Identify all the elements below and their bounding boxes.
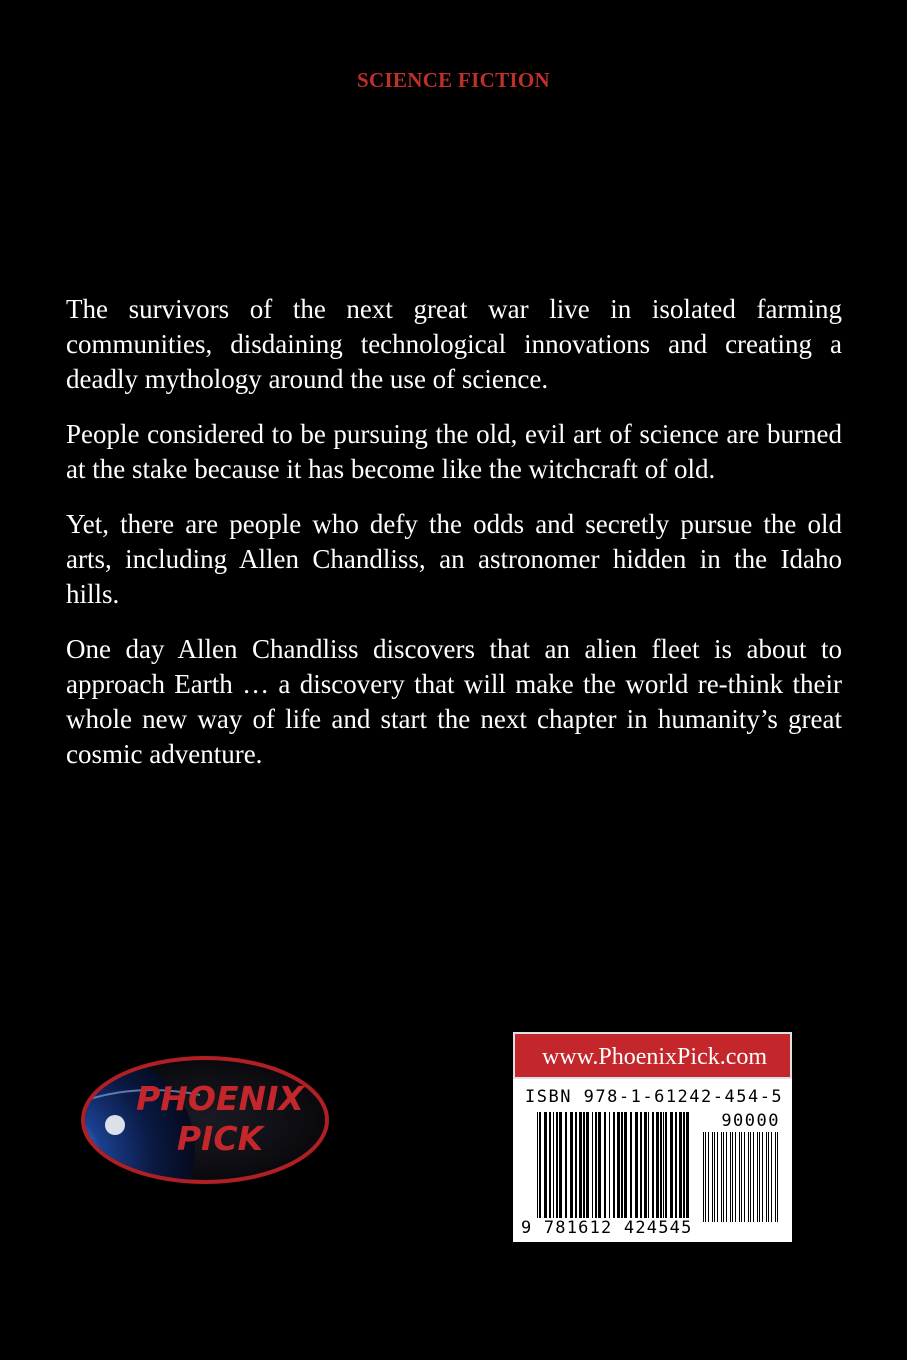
barcode-bar xyxy=(665,1112,667,1222)
addon-barcode-bar xyxy=(723,1132,724,1222)
barcode-bar xyxy=(553,1112,554,1222)
barcode-bar xyxy=(613,1112,615,1222)
barcode-bar xyxy=(575,1112,577,1222)
blurb-paragraph: One day Allen Chandliss discovers that an alien fleet is about to approach Earth … a discovery that will make the world re-think their whole new way of life and start the next chapter in humanity’s great cosmic adventure. xyxy=(66,634,842,769)
addon-barcode-bar xyxy=(775,1132,776,1222)
barcode-bar xyxy=(624,1112,627,1222)
addon-barcode-bar xyxy=(753,1132,754,1222)
barcode-bar xyxy=(539,1112,541,1222)
blurb-paragraph: The survivors of the next great war live in isolated farming communities, disdaining technological innovations and creating a deadly mythology around the use of science. xyxy=(66,294,842,394)
addon-barcode-bar xyxy=(739,1132,740,1222)
addon-barcode-bar xyxy=(735,1132,736,1222)
addon-barcode-bar xyxy=(741,1132,742,1222)
addon-barcode-bar xyxy=(721,1132,722,1222)
addon-barcode-bar xyxy=(703,1132,704,1222)
addon-barcode-bar xyxy=(714,1132,715,1222)
addon-barcode-bar xyxy=(750,1132,751,1222)
barcode-bar xyxy=(683,1112,685,1222)
barcode-bar xyxy=(644,1112,647,1222)
blurb-paragraph: Yet, there are people who defy the odds and secretly pursue the old arts, including Allen Chandliss, an astronomer hidden in the Idaho hills. xyxy=(66,509,842,609)
barcode-bar xyxy=(549,1112,551,1222)
price-addon-number: 90000 xyxy=(721,1111,780,1131)
barcode-panel xyxy=(513,1032,792,1242)
addon-barcode-bar xyxy=(748,1132,749,1222)
barcode-bar xyxy=(679,1112,682,1222)
barcode-bar xyxy=(609,1112,610,1222)
addon-barcode-bar xyxy=(708,1132,709,1222)
addon-barcode-bar xyxy=(730,1132,731,1222)
publisher-url-band xyxy=(513,1032,792,1079)
addon-barcode-bar xyxy=(771,1132,772,1222)
addon-barcode-bar xyxy=(762,1132,763,1222)
genre-label: SCIENCE FICTION xyxy=(357,68,550,92)
barcode-bar xyxy=(592,1112,593,1222)
addon-barcode-bar xyxy=(759,1132,760,1222)
barcode-bar xyxy=(617,1112,620,1222)
barcode-bar xyxy=(648,1112,649,1222)
barcode-bar xyxy=(663,1112,664,1222)
addon-barcode-bar xyxy=(732,1132,733,1222)
barcode-bar xyxy=(579,1112,582,1222)
addon-barcode-bar xyxy=(768,1132,769,1222)
publisher-url: www.PhoenixPick.com xyxy=(541,1044,768,1070)
publisher-logo xyxy=(80,1055,330,1185)
barcode-bar xyxy=(583,1112,585,1222)
blurb-paragraph: People considered to be pursuing the old, evil art of science are burned at the stake because it has become like the witchcraft of old. xyxy=(66,419,842,484)
barcode-bar xyxy=(675,1112,677,1222)
barcode-bar xyxy=(586,1112,589,1222)
barcode-bar xyxy=(656,1112,659,1222)
barcode-bar xyxy=(559,1112,562,1222)
barcode-bar xyxy=(537,1112,538,1222)
barcode-bar xyxy=(635,1112,638,1222)
logo-text-pick: PICK xyxy=(176,1119,264,1158)
barcode-bar xyxy=(570,1112,573,1222)
barcode-bar xyxy=(544,1112,547,1222)
barcode-bar xyxy=(556,1112,558,1222)
addon-barcode-bar xyxy=(777,1132,778,1222)
addon-barcode-bar xyxy=(744,1132,745,1222)
addon-barcode-bar xyxy=(705,1132,706,1222)
barcode-bar xyxy=(670,1112,673,1222)
addon-barcode-bar xyxy=(726,1132,727,1222)
isbn-text: ISBN 978-1-61242-454-5 xyxy=(525,1087,784,1107)
addon-barcode-bar xyxy=(757,1132,758,1222)
barcode-bar xyxy=(604,1112,606,1222)
barcode-bar xyxy=(640,1112,642,1222)
barcode-bar xyxy=(598,1112,601,1222)
barcode-bar xyxy=(595,1112,597,1222)
logo-text-phoenix: PHOENIX xyxy=(136,1079,304,1118)
addon-barcode-bar xyxy=(766,1132,767,1222)
barcode-bar xyxy=(630,1112,632,1222)
addon-barcode-bar xyxy=(712,1132,713,1222)
ean-number: 9 781612 424545 xyxy=(521,1218,693,1238)
barcode-bar xyxy=(652,1112,654,1222)
barcode-bar xyxy=(686,1112,689,1222)
book-blurb xyxy=(66,292,842,772)
barcode-bar xyxy=(621,1112,623,1222)
barcode-bar xyxy=(565,1112,567,1222)
addon-barcode-bar xyxy=(717,1132,718,1222)
barcode-bar xyxy=(660,1112,662,1222)
